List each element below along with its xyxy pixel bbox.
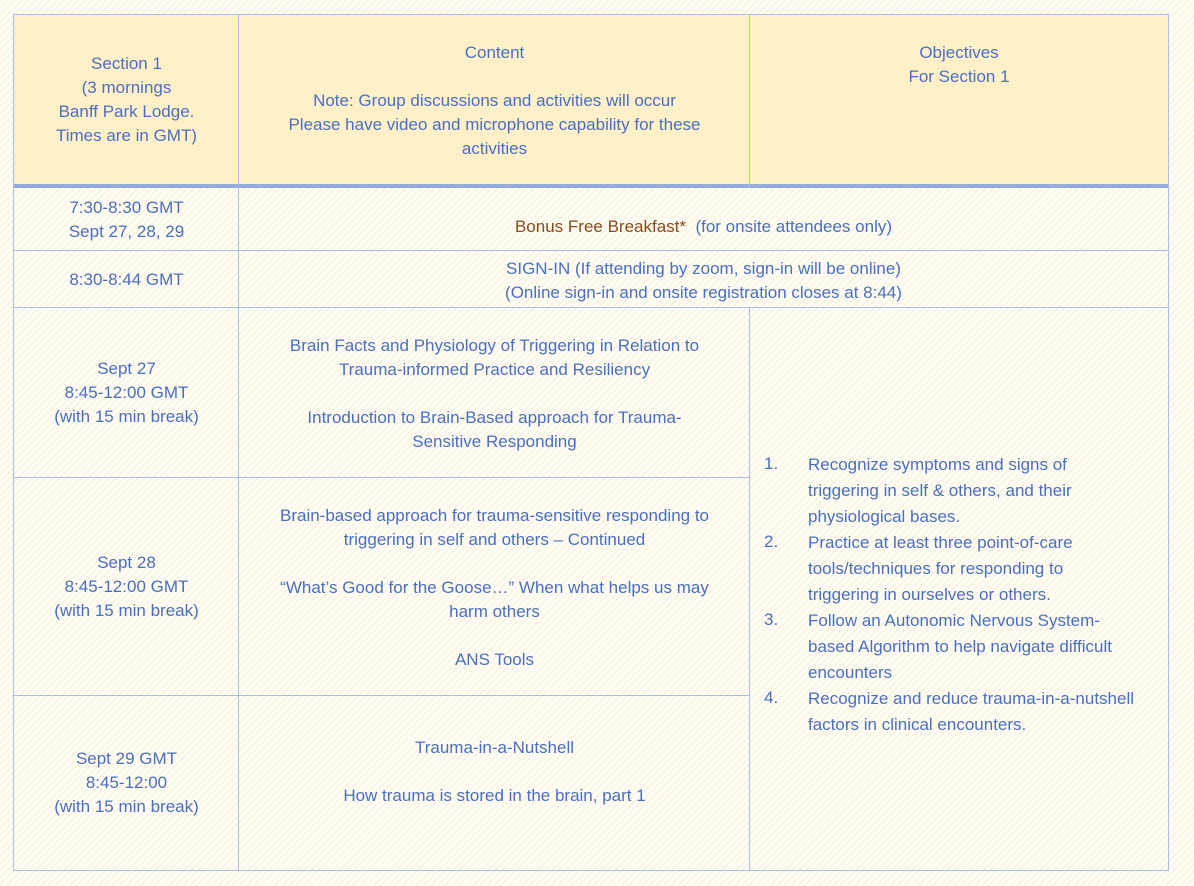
breakfast-time-cell — [14, 188, 239, 251]
column-divider — [238, 14, 239, 188]
session-break: (with 15 min break) — [54, 797, 199, 816]
objective-text: Recognize and reduce trauma-in-a-nutshell — [808, 689, 1135, 708]
session-topic: Trauma-in-a-Nutshell — [414, 738, 575, 757]
header-content-note: Note: Group discussions and activities will occur — [313, 91, 676, 110]
header-section-line: Section 1 — [91, 54, 162, 73]
objective-number: 3. — [764, 610, 779, 629]
header-content-note: activities — [461, 139, 528, 158]
header-section-line: Times are in GMT) — [55, 126, 198, 145]
row-divider — [13, 250, 1169, 251]
objective-text: tools/techniques for responding to — [808, 559, 1064, 578]
header-content-cell — [239, 15, 750, 185]
objective-number: 4. — [764, 688, 779, 707]
header-objectives-title: Objectives — [919, 43, 999, 62]
session-time-cell — [14, 696, 239, 870]
objective-item — [750, 686, 1158, 738]
session-date: Sept 28 — [97, 553, 156, 572]
objective-text: triggering in ourselves or others. — [808, 585, 1051, 604]
table-border-bottom — [13, 870, 1169, 871]
objective-text: Follow an Autonomic Nervous System- — [808, 611, 1100, 630]
session-time: 8:45-12:00 — [85, 773, 168, 792]
breakfast-content-cell — [239, 188, 1168, 251]
objective-text: encounters — [808, 663, 893, 682]
session-time-cell — [14, 478, 239, 696]
objective-item — [750, 608, 1158, 686]
header-section-cell — [14, 15, 239, 185]
objectives-cell — [750, 308, 1168, 870]
session-content-cell — [239, 696, 750, 870]
signin-text: SIGN-IN (If attending by zoom, sign-in will be online) — [506, 258, 901, 278]
session-content-cell — [239, 308, 750, 478]
row-divider — [13, 307, 1169, 308]
objective-text: based Algorithm to help navigate difficult — [808, 637, 1112, 656]
header-objectives-cell — [750, 15, 1168, 185]
objective-text: Practice at least three point-of-care — [808, 533, 1073, 552]
table-border-left — [13, 14, 14, 871]
objective-number: 1. — [764, 454, 779, 473]
session-time: 8:45-12:00 GMT — [64, 383, 189, 402]
session-content-cell — [239, 478, 750, 696]
signin-content-cell — [239, 251, 1168, 308]
row-divider — [13, 477, 750, 478]
signin-time-cell — [14, 251, 239, 308]
objective-item — [750, 530, 1158, 608]
header-content-note: Please have video and microphone capability for these — [288, 115, 701, 134]
signin-note: (Online sign-in and onsite registration closes at 8:44) — [505, 282, 902, 302]
column-divider — [238, 188, 239, 250]
column-divider — [238, 250, 239, 871]
table-border-right — [1168, 14, 1169, 871]
objective-text: factors in clinical encounters. — [808, 715, 1027, 734]
breakfast-dates: Sept 27, 28, 29 — [68, 221, 185, 241]
breakfast-time: 7:30-8:30 GMT — [69, 197, 184, 217]
bonus-breakfast-label: Bonus Free Breakfast* — [514, 216, 686, 236]
objective-text: triggering in self & others, and their — [808, 481, 1072, 500]
objective-item — [750, 452, 1158, 530]
objective-number: 2. — [764, 532, 779, 551]
session-date: Sept 29 GMT — [75, 749, 178, 768]
objectives-list — [750, 452, 1158, 738]
session-topic: triggering in self and others – Continued — [343, 530, 646, 549]
table-border-top — [13, 14, 1169, 15]
header-content-title: Content — [464, 43, 525, 62]
session-topic: Brain Facts and Physiology of Triggering in Relation to — [289, 336, 700, 355]
session-time-cell — [14, 308, 239, 478]
header-objectives-subtitle: For Section 1 — [908, 67, 1010, 86]
header-section-line: Banff Park Lodge. — [58, 102, 195, 121]
objective-text: physiological bases. — [808, 507, 961, 526]
session-topic: Trauma-informed Practice and Resiliency — [338, 360, 651, 379]
row-divider — [13, 695, 750, 696]
session-break: (with 15 min break) — [54, 407, 199, 426]
session-topic: harm others — [449, 602, 540, 621]
session-topic: “What’s Good for the Goose…” When what helps us may — [280, 578, 709, 597]
bonus-breakfast-note: (for onsite attendees only) — [695, 216, 893, 236]
session-topic: Introduction to Brain-Based approach for Trauma- — [307, 408, 682, 427]
session-topic: ANS Tools — [454, 650, 535, 669]
session-time: 8:45-12:00 GMT — [64, 577, 189, 596]
header-divider — [13, 184, 1169, 188]
session-topic: Brain-based approach for trauma-sensitive responding to — [279, 506, 710, 525]
session-break: (with 15 min break) — [54, 601, 199, 620]
header-section-line: (3 mornings — [81, 78, 172, 97]
session-date: Sept 27 — [97, 359, 156, 378]
column-divider — [749, 307, 750, 871]
session-topic: Sensitive Responding — [412, 432, 577, 451]
column-divider — [749, 14, 750, 188]
session-topic: How trauma is stored in the brain, part 1 — [343, 786, 646, 805]
signin-time: 8:30-8:44 GMT — [69, 269, 184, 289]
objective-text: Recognize symptoms and signs of — [808, 455, 1067, 474]
